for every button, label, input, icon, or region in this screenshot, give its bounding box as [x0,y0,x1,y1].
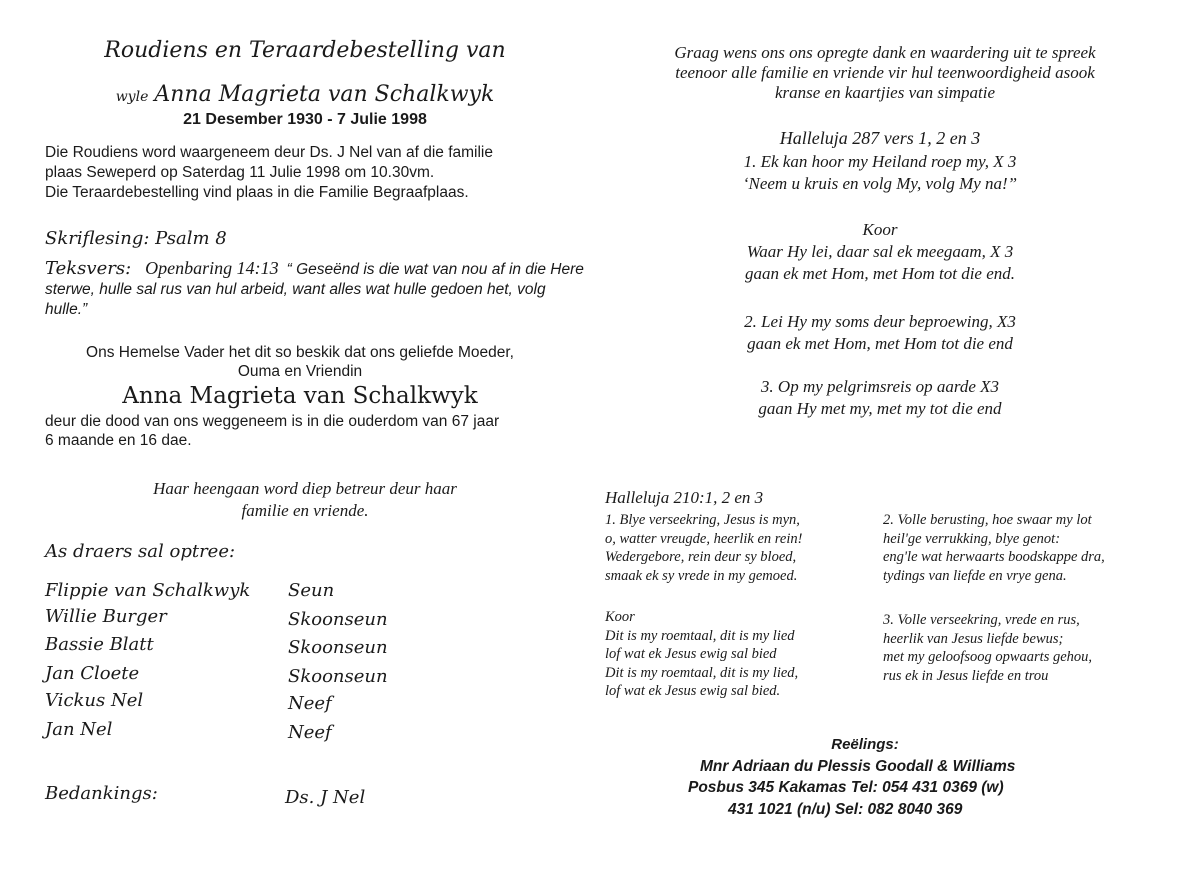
hymn-line: Waar Hy lei, daar sal ek meegaam, X 3 [746,242,1014,261]
bearer-name: Willie Burger [45,606,167,627]
arrangements-line: 431 1021 (n/u) Sel: 082 8040 369 [728,801,963,818]
scripture-reading: Skriflesing: Psalm 8 [45,228,227,249]
bearer-name: Bassie Blatt [45,634,154,655]
service-line: plaas Seweperd op Saterdag 11 Julie 1998 om 10.30vm. [45,164,435,181]
hymn-line: Dit is my roemtaal, dit is my lied, [605,664,799,681]
gratitude-message [595,43,1175,103]
hymn-210-verse-2 [883,511,1178,585]
hymn-line: tydings van liefde en vrye gena. [883,567,1067,584]
hymn-line: 2. Lei Hy my soms deur beproewing, X3 [744,312,1016,331]
program-title: Roudiens en Teraardebestelling van [104,38,506,63]
age-line: deur die dood van ons weggeneem is in die ouderdom van 67 jaar [45,413,500,430]
gratitude-line: kranse en kaartjies van simpatie [774,83,995,102]
thanks-label: Bedankings: [45,783,158,804]
service-details [45,143,565,203]
text-verse-quote: “ Geseënd is die wat van nou af in die Here sterwe, hulle sal rus van hul arbeid, want alles wat hulle gedoen het, volg hulle.” [45,261,584,318]
hymn-line: 1. Blye verseekring, Jesus is myn, [605,512,800,528]
bearers-heading: As draers sal optree: [45,541,236,562]
arrangements-line: Posbus 345 Kakamas Tel: 054 431 0369 (w) [688,779,1004,796]
bearer-relation: Neef [288,693,332,714]
bearer-relation: Skoonseun [288,666,388,687]
service-line: Die Teraardebestelling vind plaas in die Familie Begraafplaas. [45,184,469,201]
hymn-line: Wedergebore, rein deur sy bloed, [605,549,797,565]
chorus-label: Koor [862,220,898,239]
hymn-287-verse-1 [600,151,1160,195]
text-verse-label: Teksvers: [45,258,132,279]
hymn-line: 3. Volle verseekring, vrede en rus, [883,612,1080,628]
bearer-name: Vickus Nel [45,690,144,711]
hymn-287-verse-3 [600,376,1160,420]
deceased-name-heading [60,82,550,107]
life-dates: 21 Desember 1930 - 7 Julie 1998 [183,111,427,128]
bearer-relation: Seun [288,580,335,601]
hymn-line: ‘Neem u kruis en volg My, volg My na!” [742,174,1018,193]
gratitude-line: Graag wens ons ons opregte dank en waardering uit te spreek [674,43,1096,62]
hymn-line: 1. Ek kan hoor my Heiland roep my, X 3 [743,152,1017,171]
gratitude-line: teenoor alle familie en vriende vir hul teenwoordigheid asook [675,63,1095,82]
hymn-line: smaak ek sy vrede in my gemoed. [605,567,798,584]
hymn-line: 2. Volle berusting, hoe swaar my lot [883,512,1092,528]
hymn-line: heil'ge verrukking, blye genot: [883,530,1061,547]
arrangements-title: Reëlings: [831,736,899,753]
bearer-name: Jan Nel [45,719,113,740]
hymn-line: gaan ek met Hom, met Hom tot die end [747,334,1013,353]
bearer-relation: Neef [288,722,332,743]
text-verse [45,258,585,320]
age-statement [45,412,565,450]
announcement-line: Ouma en Vriendin [237,363,363,380]
announcement-line: Ons Hemelse Vader het dit so beskik dat ons geliefde Moeder, [86,344,514,361]
arrangements-line: Mnr Adriaan du Plessis Goodall & Williams [700,758,1016,775]
age-line: 6 maande en 16 dae. [45,432,192,449]
hymn-210-verse-3 [883,611,1178,685]
hymn-line: gaan ek met Hom, met Hom tot die end. [744,264,1016,283]
hymn-210-chorus [605,608,870,701]
hymn-line: met my geloofsoog opwaarts gehou, [883,649,1093,665]
mourning-line: Haar heengaan word diep betreur deur haar [153,479,457,498]
text-verse-reference: Openbaring 14:13 [145,258,279,278]
hymn-287-chorus [600,219,1160,285]
wyle-label: wyle [115,89,149,105]
hymn-line: lof wat ek Jesus ewig sal bied [605,646,777,662]
hymn-line: lof wat ek Jesus ewig sal bied. [605,683,781,699]
hymn-line: rus ek in Jesus liefde en trou [883,667,1049,684]
bearer-name: Jan Cloete [45,663,140,684]
bearer-relation: Skoonseun [288,609,388,630]
thanks-value: Ds. J Nel [285,787,366,808]
hymn-line: Dit is my roemtaal, dit is my lied [605,627,795,644]
hymn-287-verse-2 [600,311,1160,355]
hymn-line: heerlik van Jesus liefde bewus; [883,630,1064,647]
chorus-label: Koor [605,609,635,625]
service-line: Die Roudiens word waargeneem deur Ds. J Nel van af die familie [45,144,493,161]
hymn-line: eng'le wat herwaarts boodskappe dra, [883,549,1105,565]
hymn-line: gaan Hy met my, met my tot die end [758,399,1002,418]
hymn-287-title: Halleluja 287 vers 1, 2 en 3 [779,128,981,148]
mourning-statement [60,478,550,522]
hymn-210-verse-1 [605,511,870,585]
bearer-name: Flippie van Schalkwyk [45,580,251,601]
hymn-210-title: Halleluja 210:1, 2 en 3 [605,488,764,507]
bearer-relation: Skoonseun [288,637,388,658]
hymn-line: o, watter vreugde, heerlik en rein! [605,530,803,547]
deceased-name: Anna Magrieta van Schalkwyk [154,82,495,107]
deceased-name-gothic: Anna Magrieta van Schalkwyk [122,383,478,409]
hymn-line: 3. Op my pelgrimsreis op aarde X3 [760,377,1000,396]
announcement [45,343,555,381]
mourning-line: familie en vriende. [241,501,369,520]
